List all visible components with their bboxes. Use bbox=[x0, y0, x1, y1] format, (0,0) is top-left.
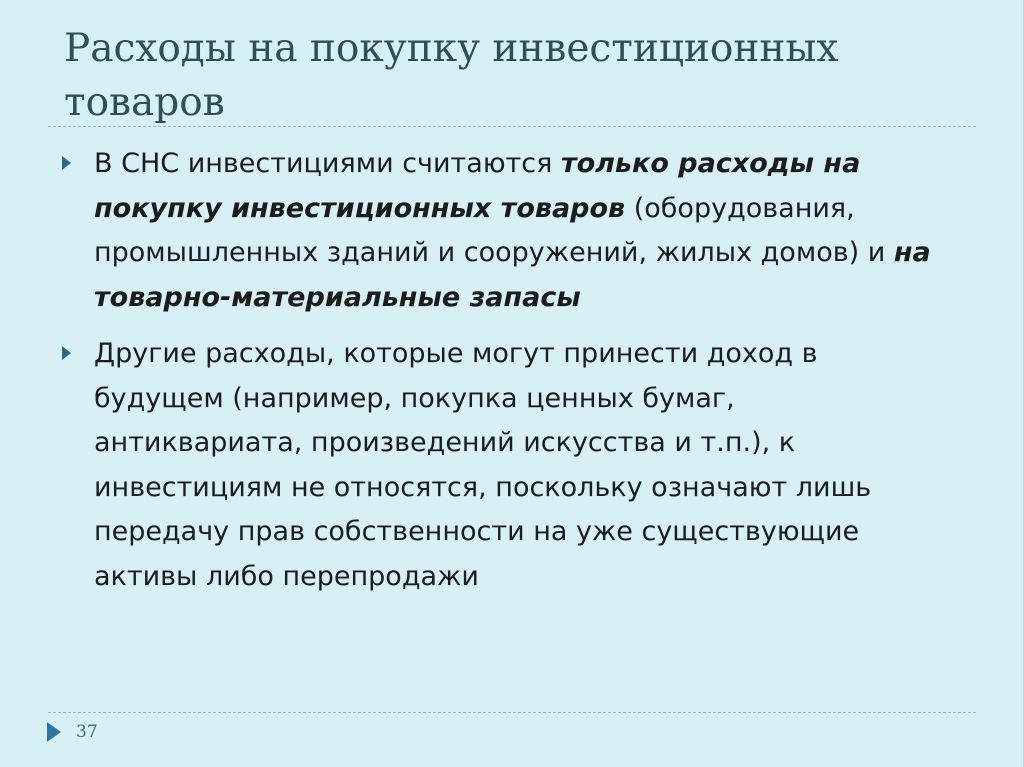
bullet-text: (оборудования, промышленных зданий и сооружений, жилых домов) и bbox=[94, 192, 894, 268]
triangle-right-icon bbox=[62, 346, 71, 360]
slide-title: Расходы на покупку инвестиционных товаров bbox=[64, 26, 839, 125]
slide-content bbox=[60, 142, 950, 599]
triangle-right-icon bbox=[47, 722, 61, 742]
bullet-text: В СНС инвестициями считаются bbox=[94, 148, 561, 179]
bullet-item bbox=[60, 332, 950, 599]
bullet-item bbox=[60, 142, 950, 320]
title-divider bbox=[48, 126, 976, 127]
bullet-emphasis: на товарно-материальные запасы bbox=[94, 237, 931, 313]
bullet-emphasis: только расходы на покупку инвестиционных товаров bbox=[94, 148, 861, 224]
footer-divider bbox=[48, 712, 976, 713]
bullet-text: Другие расходы, которые могут принести доход в будущем (например, покупка ценных бумаг, антиквариата, произведений искусства и т.п.), к инвестициям не относятся, поскольку означают лишь передачу прав собственности на уже существующие активы либо перепродажи bbox=[94, 338, 872, 592]
triangle-right-icon bbox=[62, 156, 71, 170]
page-number: 37 bbox=[76, 722, 98, 742]
